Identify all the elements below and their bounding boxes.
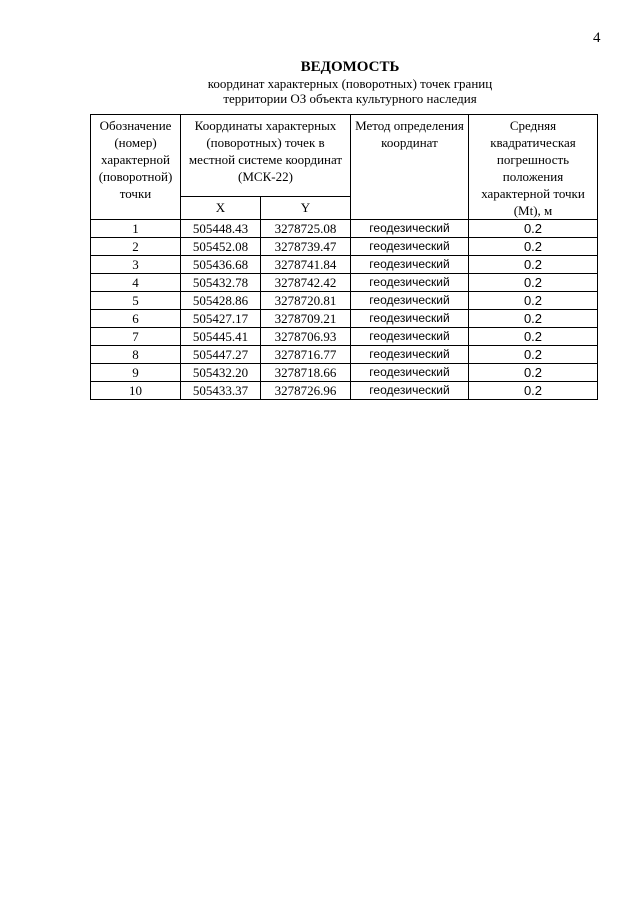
method: геодезический xyxy=(351,238,469,256)
method: геодезический xyxy=(351,220,469,238)
header-coordinates: Координаты характерных (поворотных) точек в местной системе координат (МСК-22) xyxy=(181,115,351,197)
document-subtitle-line2: территории ОЗ объекта культурного наследия xyxy=(223,91,477,106)
method: геодезический xyxy=(351,310,469,328)
header-point: Обозначение (номер) характерной (поворотной) точки xyxy=(91,115,181,220)
accuracy: 0.2 xyxy=(469,364,598,382)
coord-y: 3278716.77 xyxy=(261,346,351,364)
coord-x: 505445.41 xyxy=(181,328,261,346)
accuracy: 0.2 xyxy=(469,382,598,400)
point-number: 9 xyxy=(91,364,181,382)
accuracy: 0.2 xyxy=(469,310,598,328)
table-row xyxy=(91,292,598,310)
table-row xyxy=(91,382,598,400)
header-method: Метод определения координат xyxy=(351,115,469,220)
table-row xyxy=(91,238,598,256)
coord-x: 505432.20 xyxy=(181,364,261,382)
coord-x: 505448.43 xyxy=(181,220,261,238)
point-number: 8 xyxy=(91,346,181,364)
table-body xyxy=(91,220,598,400)
coord-y: 3278726.96 xyxy=(261,382,351,400)
point-number: 7 xyxy=(91,328,181,346)
point-number: 6 xyxy=(91,310,181,328)
document-title: ВЕДОМОСТЬ xyxy=(300,59,400,75)
point-number: 5 xyxy=(91,292,181,310)
accuracy: 0.2 xyxy=(469,274,598,292)
point-number: 1 xyxy=(91,220,181,238)
coord-x: 505433.37 xyxy=(181,382,261,400)
accuracy: 0.2 xyxy=(469,256,598,274)
accuracy: 0.2 xyxy=(469,292,598,310)
page-number: 4 xyxy=(593,30,601,46)
method: геодезический xyxy=(351,364,469,382)
method: геодезический xyxy=(351,328,469,346)
coord-x: 505452.08 xyxy=(181,238,261,256)
coordinates-table xyxy=(90,114,598,400)
point-number: 4 xyxy=(91,274,181,292)
document-subtitle-line1: координат характерных (поворотных) точек границ xyxy=(207,76,493,91)
point-number: 3 xyxy=(91,256,181,274)
table-row xyxy=(91,220,598,238)
point-number: 2 xyxy=(91,238,181,256)
coord-y: 3278725.08 xyxy=(261,220,351,238)
accuracy: 0.2 xyxy=(469,238,598,256)
coord-y: 3278741.84 xyxy=(261,256,351,274)
accuracy: 0.2 xyxy=(469,328,598,346)
table-row xyxy=(91,310,598,328)
coord-x: 505436.68 xyxy=(181,256,261,274)
table-row xyxy=(91,274,598,292)
point-number: 10 xyxy=(91,382,181,400)
coord-x: 505428.86 xyxy=(181,292,261,310)
header-accuracy: Средняя квадратическая погрешность положения характерной точки (Mt), м xyxy=(469,115,598,220)
method: геодезический xyxy=(351,382,469,400)
coord-y: 3278706.93 xyxy=(261,328,351,346)
method: геодезический xyxy=(351,274,469,292)
table-row xyxy=(91,364,598,382)
table-row xyxy=(91,256,598,274)
method: геодезический xyxy=(351,256,469,274)
table-row xyxy=(91,346,598,364)
header-y: Y xyxy=(261,196,351,219)
coord-y: 3278739.47 xyxy=(261,238,351,256)
coord-y: 3278709.21 xyxy=(261,310,351,328)
coord-y: 3278718.66 xyxy=(261,364,351,382)
coord-x: 505432.78 xyxy=(181,274,261,292)
coord-y: 3278720.81 xyxy=(261,292,351,310)
method: геодезический xyxy=(351,292,469,310)
method: геодезический xyxy=(351,346,469,364)
table-row xyxy=(91,328,598,346)
title-block xyxy=(150,58,550,106)
accuracy: 0.2 xyxy=(469,220,598,238)
coord-x: 505447.27 xyxy=(181,346,261,364)
header-x: X xyxy=(181,196,261,219)
coord-y: 3278742.42 xyxy=(261,274,351,292)
accuracy: 0.2 xyxy=(469,346,598,364)
coord-x: 505427.17 xyxy=(181,310,261,328)
